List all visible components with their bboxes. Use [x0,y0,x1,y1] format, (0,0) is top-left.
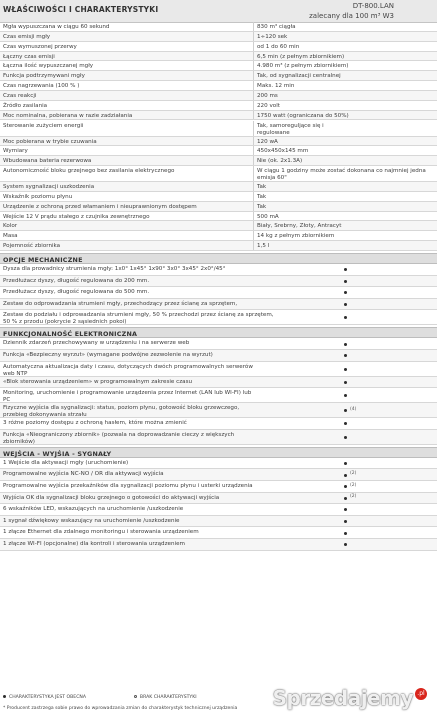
legend-absent: BRAK CHARAKTERYSTYKI [139,695,197,700]
present-dot-icon [344,381,347,384]
spec-row [0,52,437,62]
present-dot-icon [344,316,347,319]
spec-row [0,202,437,212]
spec-value-line: od 1 do 60 min [257,43,300,50]
present-dot-icon [344,543,347,546]
spec-row [0,146,437,156]
feature-label-line: 1 sygnał dźwiękowy wskazujący na uruchomienie /uszkodzenie [3,517,180,524]
watermark-badge: .pl [415,688,427,700]
feature-label-line: 1 złącze Ethernet dla zdalnego monitoringu i sterowania urządzeniem [3,529,199,536]
spec-row [0,61,437,71]
feature-label-line: Zestaw do odprowadzania strumieni mgły, przechodzący przez ścianę za sprzętem, [3,300,238,307]
spec-value [253,137,433,146]
present-dot-icon [344,520,347,523]
spec-value [253,146,433,155]
feature-row [0,539,437,551]
feature-label [3,527,303,536]
spec-label: Moc pobierana w trybie czuwania [3,138,97,145]
feature-label-line: Dysza dla prowadnicy strumienia mgły: 1x0° 1x45° 1x90° 3x0° 3x45° 2x0°/45° [3,266,226,272]
spec-value [253,22,433,31]
spec-value [253,111,433,120]
feature-label-line: web NTP [3,370,28,377]
spec-label: Czas wymuszonej przerwy [3,43,77,50]
present-dot-icon [344,268,347,271]
feature-label [3,287,303,296]
spec-value-line: 14 kg z pełnym zbiornikiem [257,233,335,240]
feature-row [0,516,437,528]
section-header [0,447,437,458]
spec-label: Czas reakcji [3,92,37,99]
spec-row [0,231,437,241]
feature-label [3,481,303,490]
present-dot-icon [344,474,347,477]
feature-row [0,264,437,276]
spec-value [253,156,433,165]
present-dot-icon [3,695,6,698]
feature-row [0,310,437,325]
footnote-ref: (4) [350,406,357,412]
feature-label [3,458,303,467]
spec-label: Mgła wypuszczana w ciągu 60 sekund [3,24,110,30]
spec-label: Czas emisji mgły [3,33,51,40]
feature-row [0,388,437,403]
watermark-logo [267,686,427,716]
present-dot-icon [344,291,347,294]
feature-label-line: 3 różne poziomy dostępu z ochroną hasłem, które można zmienić [3,420,187,427]
present-dot-icon [344,462,347,465]
feature-label-line: Programowalne wyjścia przekaźników dla sygnalizacji poziomu płynu i usterki urządzenia [3,483,253,489]
footnote-ref: (2) [350,494,357,500]
present-dot-icon [344,394,347,397]
spec-value-line: 6,5 min (z pełnym zbiornikiem) [257,53,345,60]
spec-row [0,137,437,147]
feature-label [3,310,303,326]
present-dot-icon [344,368,347,371]
feature-row [0,458,437,470]
feature-row [0,362,437,377]
spec-value-line: Tak [257,184,267,191]
spec-row [0,32,437,42]
feature-label-line: «Blok sterowania urządzeniem» w programowalnym zakresie czasu [3,378,193,385]
spec-value-line: emisja 60" [257,175,287,182]
spec-value [253,71,433,80]
spec-label: Źródło zasilania [3,102,48,109]
spec-value-line: 1,5 l [257,243,270,250]
feature-label [3,276,303,285]
feature-label-line: zbiorników) [3,438,35,445]
spec-label: Kolor [3,223,18,230]
feature-label [3,430,303,446]
spec-label: Wbudowana bateria rezerwowa [3,158,92,165]
feature-row [0,403,437,418]
feature-row [0,377,437,389]
feature-row [0,299,437,311]
spec-value [253,81,433,90]
present-dot-icon [344,497,347,500]
spec-value [253,101,433,110]
spec-value [253,241,433,250]
spec-label: Sterowanie zużyciem energii [3,122,84,129]
feature-row [0,418,437,430]
spec-value [253,202,433,211]
spec-value-line: Tak, od sygnalizacji centralnej [257,73,341,80]
present-dot-icon [344,280,347,283]
model-subtitle: zalecany dla 100 m³ W3 [309,12,394,20]
spec-label: Pojemność zbiornika [3,243,61,250]
spec-value [253,182,433,191]
feature-label-line: Przedłużacz dyszy, długość regulowana do 500 mm. [3,289,150,296]
spec-value-line: 220 volt [257,102,280,109]
feature-label-line: 1 Wejście dla aktywacji mgły (uruchomienie) [3,459,129,466]
spec-value-line: 450x450x145 mm [257,148,309,155]
spec-row [0,221,437,231]
feature-label-line: Fizyczne wyjścia dla sygnalizacji: status, poziom płynu, gotowość bloku grzewczego, [3,405,240,412]
footnote-ref: (2) [350,471,357,477]
spec-label: Autonomiczność bloku grzejnego bez zasilania elektrycznego [3,168,175,175]
spec-row [0,22,437,32]
spec-value [253,192,433,201]
spec-value-line: Maks. 12 min [257,83,295,90]
spec-value [253,166,433,181]
section-title: WEJŚCIA - WYJŚIA - SYGNAŁY [3,449,112,458]
spec-row [0,81,437,91]
spec-label: Wymiary [3,148,28,155]
feature-row [0,469,437,481]
spec-row [0,91,437,101]
feature-row [0,493,437,505]
present-dot-icon [344,354,347,357]
feature-label [3,418,303,427]
feature-row [0,481,437,493]
feature-label [3,377,303,386]
feature-row [0,350,437,362]
present-dot-icon [344,422,347,425]
spec-row [0,241,437,251]
legend-present: CHARAKTERYSTYKA JEST OBECNA [9,695,86,700]
feature-label [3,388,303,404]
present-dot-icon [344,343,347,346]
feature-row [0,287,437,299]
spec-value-line: 500 mA [257,213,279,220]
feature-label-line: przebieg dokonywania strzału [3,412,87,419]
feature-label-line: Monitoring, uruchomienie i programowanie urządzenia przez Internet (LAN lub WI-FI) lub [3,390,252,397]
model-name: DT-800.LAN [352,2,394,10]
feature-row [0,504,437,516]
feature-label-line: 1 złącze WI-FI (opcjonalne) dla kontroli i sterowania urządzeniem [3,541,185,547]
spec-row [0,71,437,81]
feature-label [3,403,303,419]
present-dot-icon [344,532,347,535]
feature-label-line: Dziennik zdarzeń przechowywany w urządzeniu i na serwerze web [3,340,190,347]
spec-value [253,52,433,61]
feature-label [3,362,303,378]
feature-label [3,338,303,347]
feature-label [3,539,303,548]
spec-row [0,182,437,192]
spec-value [253,42,433,51]
feature-label [3,504,303,513]
feature-label [3,264,303,273]
legend-footnote: * Producent zastrzega sobie prawo do wprowadzania zmian do charakterystyk technicznej urządzenia [3,706,238,711]
feature-row [0,338,437,350]
spec-label: Urządzenie z ochroną przed włamaniem i nieuprawnionym dostępem [3,203,197,210]
feature-label [3,493,303,502]
feature-label-line: Automatyczna aktualizacja daty i czasu, dotyczących dwóch programowalnych serwerów [3,363,253,370]
footnote-ref: (2) [350,482,357,488]
spec-value-line: 200 ms [257,92,278,99]
feature-row [0,276,437,288]
spec-label: Masa [3,233,18,240]
feature-label-line: Wyjścia OK dla sygnalizacji bloku grzejnego o gotowości do aktywacji wyjścia [3,494,220,501]
spec-row [0,121,437,137]
section-header [0,327,437,338]
spec-row [0,156,437,166]
present-dot-icon [344,485,347,488]
feature-label [3,516,303,525]
feature-row [0,527,437,539]
spec-value-line: Tak [257,203,267,210]
legend [3,695,197,700]
spec-row [0,111,437,121]
spec-row [0,101,437,111]
model-heading [309,1,394,21]
section-header [0,253,437,264]
spec-value [253,212,433,221]
spec-label: Wejście 12 V prądu stałego z czujnika zewnętrznego [3,213,150,220]
spec-value-line: Tak, samoreguljące się i [257,122,324,129]
feature-label-line: Funkcja «Bezpieczny wyrzut» (wymagane podwójne zezwolenie na wyrzut) [3,352,213,358]
feature-row [0,430,437,445]
present-dot-icon [344,303,347,306]
spec-label: Łączna ilość wypuszczanej mgły [3,63,94,70]
feature-label-line: Funkcja «Nieograniczony zbiornik» (pozwala na doprowadzanie cieczy z większych [3,431,235,438]
watermark-text: Sprzedajemy [272,686,413,710]
section-title: OPCJE MECHANICZNE [3,256,83,264]
feature-label-line: PC [3,397,11,404]
feature-label [3,469,303,478]
spec-value-line: Nie (ok. 2x1.3A) [257,158,303,165]
spec-label: Wskaźnik poziomu płynu [3,193,73,200]
feature-label [3,350,303,359]
spec-value-line: 830 m³ ciągła [257,24,296,30]
feature-label-line: 6 wskaźników LED, wskazujących na uruchomienie /uszkodzenie [3,506,184,513]
spec-value-line: 4.980 m³ (z pełnym zbiornikiem) [257,63,349,70]
spec-value-line: 120 wA [257,138,278,145]
present-dot-icon [344,409,347,412]
spec-value [253,91,433,100]
spec-value [253,32,433,41]
feature-label-line: 50 % z przodu (pokrycie 2 sąsiednich pokoi) [3,319,127,326]
spec-value [253,231,433,240]
spec-row [0,192,437,202]
spec-value-line: 1÷120 sek [257,33,288,40]
present-dot-icon [344,436,347,439]
feature-label [3,299,303,308]
feature-label-line: Zestaw do podziału i odprowadzania strumieni mgły, 50 % przechodzi przez ścianę za sprzętem, [3,312,274,319]
spec-label: Czas nagrzewania (100 % ) [3,83,80,90]
header-title: WŁAŚCIWOŚCI I CHARAKTERYSTYKI [3,5,159,14]
spec-value-line: Biały, Srebrny, Złoty, Antracyt [257,223,342,230]
absent-ring-icon [134,695,137,698]
spec-label: Funkcja podtrzymywani mgły [3,73,85,80]
spec-label: Moc nominalna, pobierana w razie zadziałania [3,112,133,119]
spec-label: System sygnalizacji uszkodzenia [3,184,95,191]
spec-value [253,121,433,136]
table-header [0,0,437,23]
spec-row [0,166,437,182]
spec-value [253,221,433,230]
section-title: FUNKCJONALNOŚĆ ELEKTRONICZNA [3,330,138,339]
feature-label-line: Programowalne wyjścia NC-NO / OR dla aktywacji wyjścia [3,471,164,478]
present-dot-icon [344,508,347,511]
spec-row [0,42,437,52]
spec-value [253,61,433,70]
feature-label-line: Przedłużacz dyszy, długość regulowana do 200 mm. [3,277,150,284]
spec-row [0,212,437,222]
spec-value-line: Tak [257,193,267,200]
spec-value-line: regulowane [257,129,290,136]
spec-value-line: W ciągu 1 godziny może zostać dokonana co najmniej jedna [257,168,426,175]
spec-value-line: 1750 watt (ograniczana do 50%) [257,112,349,119]
spec-label: Łączny czas emisji [3,53,55,60]
